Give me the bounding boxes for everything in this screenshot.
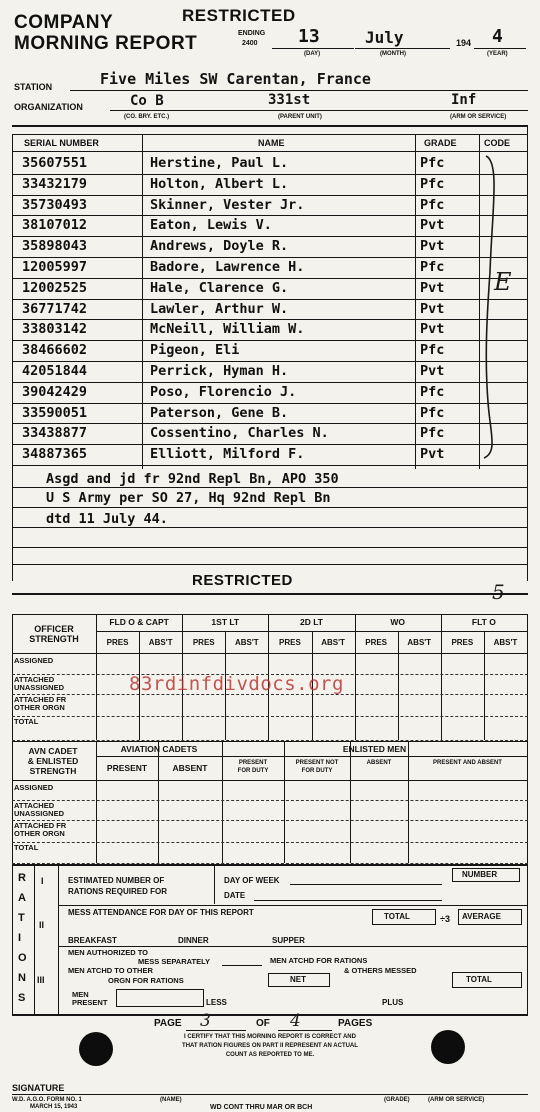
grade-cell: Pfc bbox=[420, 175, 445, 192]
serial-cell: 34887365 bbox=[22, 446, 88, 463]
enlisted-grid-rule bbox=[12, 780, 528, 781]
roster-row-rule bbox=[12, 403, 528, 404]
serial-cell: 38466602 bbox=[22, 342, 88, 359]
grade-caption: (GRADE) bbox=[384, 1097, 410, 1103]
rations-letter: T bbox=[18, 912, 25, 924]
grade-cell: Pvt bbox=[420, 217, 445, 234]
year-prefix: 194 bbox=[456, 38, 472, 48]
roster-row-rule bbox=[12, 236, 528, 237]
remark-line-3: dtd 11 July 44. bbox=[46, 511, 168, 527]
officer-strength-title1: OFFICER bbox=[34, 624, 74, 634]
officer-grid-rule bbox=[96, 614, 97, 740]
em-col-label: PRESENT FOR DUTY bbox=[237, 760, 269, 774]
name-cell: Badore, Lawrence H. bbox=[150, 259, 305, 275]
enlisted-row-label: ASSIGNED bbox=[14, 783, 54, 792]
day-of-week-label: DAY OF WEEK bbox=[224, 876, 280, 885]
name-cell: Andrews, Doyle R. bbox=[150, 238, 289, 255]
enlisted-row-rule bbox=[12, 842, 528, 843]
cadets-label: AVIATION CADETS bbox=[120, 744, 198, 754]
page-total: 4 bbox=[290, 1011, 301, 1031]
dinner-label: DINNER bbox=[178, 936, 209, 945]
enlisted-row-label: ATTACHED UNASSIGNED bbox=[14, 801, 65, 818]
enlisted-grid-rule bbox=[158, 741, 159, 863]
section-ii: II bbox=[39, 920, 45, 930]
breakfast-label: BREAKFAST bbox=[68, 936, 117, 945]
enlisted-title2: & ENLISTED bbox=[27, 756, 79, 766]
certify-line1: I CERTIFY THAT THIS MORNING REPORT IS CORRECT AND bbox=[184, 1034, 356, 1040]
total2-label: TOTAL bbox=[466, 975, 492, 984]
name-cell: Hale, Clarence G. bbox=[150, 279, 289, 296]
unit-caption: (PARENT UNIT) bbox=[278, 114, 322, 120]
others-messed-label: & OTHERS MESSED bbox=[344, 966, 417, 975]
officer-sub-pres: PRES bbox=[279, 638, 301, 647]
grade-cell: Pvt bbox=[420, 300, 445, 317]
officer-strength-title2: STRENGTH bbox=[29, 634, 79, 644]
certify-line3: COUNT AS REPORTED TO ME. bbox=[225, 1052, 315, 1058]
officer-row-rule bbox=[12, 716, 528, 717]
name-cell: Holton, Albert L. bbox=[150, 175, 289, 192]
officer-group-label: FLD O & CAPT bbox=[109, 617, 169, 627]
month-caption: (MONTH) bbox=[380, 51, 406, 57]
remark-line-1: Asgd and jd fr 92nd Repl Bn, APO 350 bbox=[46, 471, 339, 487]
company-caption: (CO. BRY. ETC.) bbox=[124, 114, 170, 120]
col-grade: GRADE bbox=[424, 138, 457, 148]
divide-label: ÷3 bbox=[440, 914, 450, 924]
officer-sub-abst: ABS'T bbox=[235, 638, 259, 647]
grade-cell: Pfc bbox=[420, 425, 445, 442]
officer-sub-pres: PRES bbox=[451, 638, 474, 647]
form-title-line2: MORNING REPORT bbox=[14, 33, 198, 54]
roster-row-rule bbox=[12, 195, 528, 196]
enlisted-row-rule bbox=[12, 820, 528, 821]
roster-row-rule bbox=[12, 423, 528, 424]
day-caption: (DAY) bbox=[304, 51, 321, 57]
rations-letter: I bbox=[18, 932, 22, 944]
officer-sub-abst: ABS'T bbox=[493, 638, 518, 647]
officer-group-label: FLT O bbox=[471, 617, 496, 627]
em-col-label: PRESENT AND ABSENT bbox=[433, 760, 502, 766]
roster-row-rule bbox=[12, 257, 528, 258]
watermark: 83rdinfdivdocs.org bbox=[129, 673, 344, 695]
name-cell: Paterson, Gene B. bbox=[150, 404, 289, 421]
serial-cell: 33438877 bbox=[22, 425, 88, 442]
officer-grid-rule bbox=[12, 653, 528, 654]
serial-cell: 38107012 bbox=[22, 217, 88, 234]
less-label: LESS bbox=[206, 998, 227, 1007]
grade-cell: Pvt bbox=[420, 363, 445, 379]
roster-row-rule bbox=[12, 444, 528, 445]
code-mark: E bbox=[494, 268, 512, 296]
name-cell: Pigeon, Eli bbox=[150, 342, 240, 359]
serial-cell: 35730493 bbox=[22, 196, 88, 213]
serial-cell: 35607551 bbox=[22, 155, 88, 171]
name-cell: Eaton, Lewis V. bbox=[150, 217, 272, 234]
name-cell: Perrick, Hyman H. bbox=[150, 363, 289, 379]
officer-grid-rule bbox=[484, 631, 485, 740]
report-month: July bbox=[365, 28, 404, 47]
rations-letter: A bbox=[18, 892, 26, 904]
code-brace-mark bbox=[478, 152, 528, 462]
enlisted-row-label: TOTAL bbox=[14, 843, 39, 852]
roster-row-rule bbox=[12, 278, 528, 279]
serial-cell: 36771742 bbox=[22, 300, 88, 317]
grade-cell: Pvt bbox=[420, 446, 445, 463]
mess-attendance-label: MESS ATTENDANCE FOR DAY OF THIS REPORT bbox=[68, 908, 254, 917]
roster-row-rule bbox=[12, 174, 528, 175]
net-label: NET bbox=[290, 975, 306, 984]
grade-cell: Pvt bbox=[420, 279, 445, 296]
serial-cell: 33432179 bbox=[22, 175, 88, 192]
number-label: NUMBER bbox=[462, 870, 498, 879]
serial-cell: 42051844 bbox=[22, 363, 88, 379]
enlisted-grid-rule bbox=[96, 741, 97, 863]
orgn-for-rations-label: ORGN FOR RATIONS bbox=[108, 976, 184, 985]
form-date: MARCH 15, 1943 bbox=[30, 1104, 78, 1110]
officer-grid-rule bbox=[398, 631, 399, 740]
col-name: NAME bbox=[258, 138, 285, 148]
roster-row-rule bbox=[12, 361, 528, 362]
em-col-label: PRESENT NOT FOR DUTY bbox=[295, 760, 339, 774]
officer-grid-rule bbox=[355, 614, 356, 740]
estimated-line2: RATIONS REQUIRED FOR bbox=[68, 887, 167, 896]
officer-sub-abst: ABS'T bbox=[148, 638, 173, 647]
roster-row-rule bbox=[12, 299, 528, 300]
bottom-note: WD CONT THRU MAR OR BCH bbox=[210, 1104, 313, 1111]
officer-sub-pres: PRES bbox=[106, 638, 129, 647]
footer-classification: RESTRICTED bbox=[192, 572, 293, 589]
rations-letter: R bbox=[18, 872, 26, 884]
name-cell: Poso, Florencio J. bbox=[150, 383, 297, 400]
serial-cell: 12005997 bbox=[22, 259, 88, 275]
form-title-line1: COMPANY bbox=[14, 12, 114, 33]
officer-sub-abst: ABS'T bbox=[321, 638, 345, 647]
name-caption: (NAME) bbox=[160, 1097, 182, 1103]
cadet-col-label: PRESENT bbox=[106, 763, 148, 773]
year-caption: (YEAR) bbox=[487, 51, 508, 57]
name-cell: Lawler, Arthur W. bbox=[150, 300, 289, 317]
name-cell: Cossentino, Charles N. bbox=[150, 425, 329, 442]
serial-cell: 39042429 bbox=[22, 383, 88, 400]
em-col-label: ABSENT bbox=[366, 760, 392, 766]
pages-label: PAGES bbox=[338, 1018, 373, 1029]
enlisted-title1: AVN CADET bbox=[28, 746, 78, 756]
rations-letter: N bbox=[18, 972, 26, 984]
name-cell: Skinner, Vester Jr. bbox=[150, 196, 305, 213]
officer-sub-abst: ABS'T bbox=[407, 638, 432, 647]
roster-row-rule bbox=[12, 382, 528, 383]
estimated-line1: ESTIMATED NUMBER OF bbox=[68, 876, 165, 885]
grade-cell: Pfc bbox=[420, 196, 445, 213]
section-iii: III bbox=[37, 975, 45, 985]
col-code: CODE bbox=[484, 138, 511, 148]
name-cell: Elliott, Milford F. bbox=[150, 446, 305, 463]
arm-caption: (ARM OR SERVICE) bbox=[428, 1097, 485, 1103]
company-value: Co B bbox=[130, 93, 164, 109]
cadet-col-label: ABSENT bbox=[172, 763, 208, 773]
unit-value: 331st bbox=[268, 92, 311, 108]
report-year: 4 bbox=[492, 26, 503, 47]
enlisted-row-rule bbox=[12, 800, 528, 801]
roster-row-rule bbox=[12, 340, 528, 341]
name-cell: Herstine, Paul L. bbox=[150, 155, 289, 171]
remark-line-2: U S Army per SO 27, Hq 92nd Repl Bn bbox=[46, 490, 331, 506]
certify-line2: THAT RATION FIGURES ON PART II REPRESENT AN ACTUAL bbox=[182, 1043, 358, 1049]
form-number: W.D. A.G.O. FORM NO. 1 bbox=[12, 1097, 82, 1103]
section-i: I bbox=[41, 876, 44, 886]
men-present-label: MEN PRESENT bbox=[72, 990, 108, 1007]
enlisted-title3: STRENGTH bbox=[29, 766, 77, 776]
officer-group-label: 2D LT bbox=[299, 617, 323, 627]
men-authorized-label: MEN AUTHORIZED TO bbox=[68, 948, 148, 957]
name-cell: McNeill, William W. bbox=[150, 321, 305, 338]
branch-caption: (ARM OR SERVICE) bbox=[450, 114, 507, 120]
rations-letter: O bbox=[18, 952, 27, 964]
officer-sub-pres: PRES bbox=[365, 638, 388, 647]
grade-cell: Pfc bbox=[420, 259, 445, 275]
officer-group-label: WO bbox=[390, 617, 405, 627]
enlisted-men-label: ENLISTED MEN bbox=[342, 744, 407, 754]
page-of-label: OF bbox=[256, 1018, 270, 1029]
men-atchd-other-label: MEN ATCHD TO OTHER bbox=[68, 966, 153, 975]
page-number: 3 bbox=[200, 1011, 211, 1031]
roster-row-rule bbox=[12, 319, 528, 320]
officer-grid-rule bbox=[441, 614, 442, 740]
officer-row-label: ATTACHED UNASSIGNED bbox=[14, 675, 65, 692]
plus-label: PLUS bbox=[382, 998, 404, 1007]
report-day: 13 bbox=[298, 26, 320, 47]
average-label: AVERAGE bbox=[462, 912, 501, 921]
col-serial-number: SERIAL NUMBER bbox=[24, 138, 99, 148]
mess-separately-label: MESS SEPARATELY bbox=[138, 957, 210, 966]
serial-cell: 35898043 bbox=[22, 238, 88, 255]
branch-value: Inf bbox=[451, 92, 477, 108]
serial-cell: 12002525 bbox=[22, 279, 88, 296]
serial-cell: 33803142 bbox=[22, 321, 88, 338]
punch-hole-left bbox=[79, 1032, 113, 1066]
header-classification: RESTRICTED bbox=[182, 6, 296, 25]
grade-cell: Pvt bbox=[420, 321, 445, 338]
supper-label: SUPPER bbox=[272, 936, 305, 945]
signature-label: SIGNATURE bbox=[12, 1083, 65, 1093]
enlisted-grid-rule bbox=[96, 756, 527, 757]
officer-row-label: ASSIGNED bbox=[14, 656, 54, 665]
roster-row-rule bbox=[12, 215, 528, 216]
margin-mark: 5 bbox=[492, 580, 505, 604]
punch-hole-right bbox=[431, 1030, 465, 1064]
page-label: PAGE bbox=[154, 1018, 182, 1029]
roster-row-rule bbox=[12, 465, 528, 466]
grade-cell: Pfc bbox=[420, 404, 445, 421]
officer-row-label: TOTAL bbox=[14, 717, 39, 726]
total-label: TOTAL bbox=[384, 912, 410, 921]
officer-row-label: ATTACHED FR OTHER ORGN bbox=[14, 695, 67, 712]
station-value: Five Miles SW Carentan, France bbox=[100, 70, 371, 88]
enlisted-row-label: ATTACHED FR OTHER ORGN bbox=[14, 821, 67, 838]
grade-cell: Pfc bbox=[420, 383, 445, 400]
men-atchd-for-rations-label: MEN ATCHD FOR RATIONS bbox=[270, 956, 368, 965]
grade-cell: Pvt bbox=[420, 238, 445, 255]
date-label: DATE bbox=[224, 891, 246, 900]
grade-cell: Pfc bbox=[420, 155, 445, 171]
organization-label: ORGANIZATION bbox=[14, 102, 83, 112]
grade-cell: Pfc bbox=[420, 342, 445, 359]
ending-time: 2400 bbox=[242, 40, 258, 47]
men-present-box bbox=[116, 989, 204, 1007]
officer-group-label: 1ST LT bbox=[211, 617, 240, 627]
serial-cell: 33590051 bbox=[22, 404, 88, 421]
rations-letter: S bbox=[18, 992, 26, 1004]
ending-label: ENDING bbox=[238, 30, 266, 37]
station-label: STATION bbox=[14, 82, 53, 92]
officer-sub-pres: PRES bbox=[192, 638, 215, 647]
